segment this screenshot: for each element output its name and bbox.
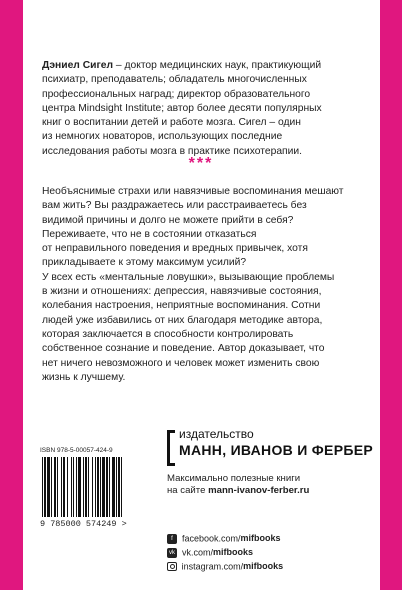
- instagram-icon: [167, 562, 177, 572]
- barcode-bar: [116, 457, 117, 517]
- description-line: вам жить? Вы раздражаетесь или расстраиваетесь без: [42, 200, 307, 212]
- barcode-bar: [112, 457, 115, 517]
- description-line: Необъяснимые страхи или навязчивые воспоминания мешают: [42, 186, 344, 197]
- barcode-bar: [54, 457, 56, 517]
- barcode-bar: [71, 457, 72, 517]
- barcode-bar: [67, 457, 68, 517]
- barcode-bar: [47, 457, 50, 517]
- social-instagram[interactable]: [167, 561, 283, 572]
- barcode-bar: [102, 457, 105, 517]
- barcode-bar: [76, 457, 77, 517]
- bio-line: профессиональных наград; директор образовательного: [42, 88, 311, 100]
- book-description: [42, 185, 367, 385]
- barcode-bar: [106, 457, 108, 517]
- barcode-digits: 9 785000 574249 >: [40, 519, 127, 529]
- barcode-bar: [63, 457, 65, 517]
- description-line: видимой причины и долго не можете прийти в себя?: [42, 214, 294, 226]
- barcode-bar: [97, 457, 99, 517]
- barcode-bar: [121, 457, 122, 517]
- bio-line: центра Mindsight Institute; автор более десяти популярных: [42, 102, 322, 114]
- description-line: колебания настроения, неприятные воспоминания. Сотни: [42, 300, 321, 312]
- description-line: Переживаете, что не в состоянии отказаться: [42, 228, 257, 240]
- tagline-prefix: на сайте: [167, 485, 209, 496]
- bio-line: психиатр, преподаватель; обладатель многочисленных: [42, 74, 307, 86]
- description-line: в жизни и отношениях: депрессия, навязчивые состояния,: [42, 286, 322, 298]
- bio-line: – доктор медицинских наук, практикующий: [113, 60, 322, 71]
- social-handle: mifbooks: [243, 561, 284, 571]
- section-separator: ***: [188, 155, 214, 172]
- bracket-mark: [167, 430, 175, 466]
- barcode-bar: [92, 457, 93, 517]
- barcode-bar: [61, 457, 62, 517]
- barcode-bar: [73, 457, 74, 517]
- description-line: У всех есть «ментальные ловушки», вызывающие проблемы: [42, 271, 335, 283]
- author-name: Дэниел Сигел: [42, 60, 114, 71]
- barcode-bar: [95, 457, 96, 517]
- bio-line: из немногих новаторов, использующих последние: [42, 131, 283, 143]
- bio-line: исследования работы мозга в практике психотерапии.: [42, 145, 302, 157]
- barcode: [40, 457, 153, 517]
- description-line: нет ничего невозможного и человек может изменить свою: [42, 357, 320, 369]
- barcode-bar: [100, 457, 101, 517]
- facebook-icon: f: [167, 534, 177, 544]
- social-prefix: facebook.com/: [182, 533, 241, 544]
- bio-line: книг о воспитании детей и работе мозга. Сигел – один: [42, 117, 301, 129]
- barcode-bar: [78, 457, 81, 517]
- social-handle: mifbooks: [240, 533, 281, 543]
- barcode-bar: [88, 457, 89, 517]
- barcode-bar: [57, 457, 58, 517]
- barcode-bar: [42, 457, 43, 517]
- social-vk[interactable]: [167, 547, 253, 558]
- description-line: жизнь к лучшему.: [42, 371, 126, 383]
- social-prefix: vk.com/: [182, 547, 214, 558]
- tagline-line: Максимально полезные книги: [167, 473, 301, 484]
- publisher-name: МАНН, ИВАНОВ И ФЕРБЕР: [179, 442, 373, 458]
- author-bio: [42, 59, 367, 159]
- social-facebook[interactable]: [167, 533, 281, 544]
- barcode-bar: [109, 457, 110, 517]
- publisher-label: издательство: [179, 427, 254, 441]
- description-line: которая заключается в способности контролировать: [42, 328, 294, 340]
- description-line: людей уже избавились от них благодаря методике автора,: [42, 314, 323, 326]
- description-line: прикладываете к этому максимум усилий?: [42, 257, 247, 269]
- isbn-text: ISBN 978-5-00057-424-9: [40, 447, 113, 454]
- barcode-bar: [85, 457, 87, 517]
- barcode-bar: [51, 457, 52, 517]
- barcode-bar: [118, 457, 120, 517]
- description-line: собственное сознание и поведение. Автор доказывает, что: [42, 343, 325, 355]
- vk-icon: vk: [169, 549, 175, 556]
- publisher-tagline: [167, 473, 309, 497]
- social-handle: mifbooks: [213, 547, 254, 557]
- description-line: от неправильного поведения и вредных привычек, хотя: [42, 243, 308, 255]
- barcode-bar: [83, 457, 84, 517]
- barcode-bar: [44, 457, 46, 517]
- publisher-site-link[interactable]: mann-ivanov-ferber.ru: [208, 485, 310, 496]
- social-prefix: instagram.com/: [181, 561, 244, 572]
